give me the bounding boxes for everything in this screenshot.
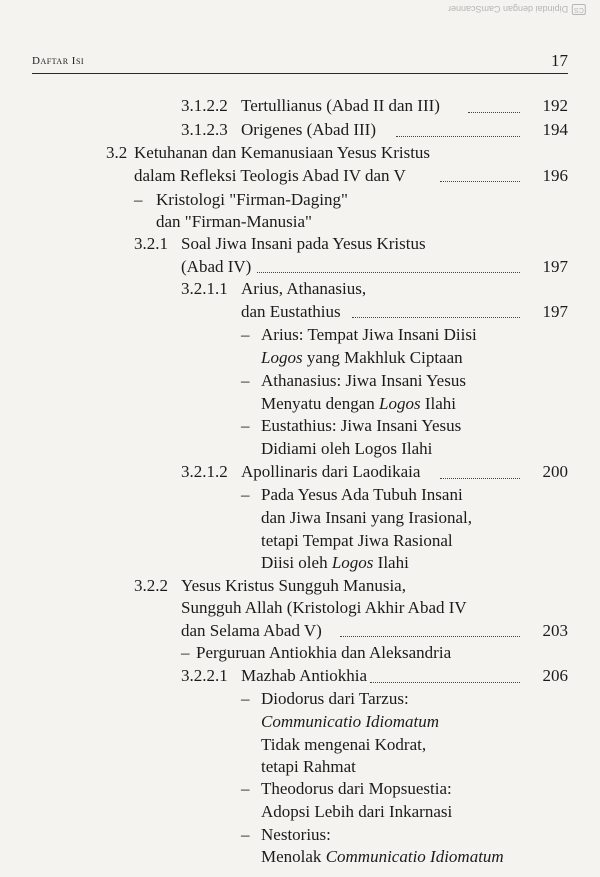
running-title: Daftar Isi [32,55,85,67]
entry-title-line: (Abad IV) [181,257,252,276]
sub-title-line: Menyatu dengan Logos Ilahi [261,394,457,413]
entry-number: 3.2.1.1 [181,279,228,298]
entry-number: 3.2 [106,143,128,162]
entry-page: 200 [542,462,568,481]
sub-title-line: Menolak Communicatio Idiomatum [261,847,504,866]
sub-title-line: Diodorus dari Tarzus: [261,689,409,708]
entry-title-line: Ketuhanan dan Kemanusiaan Yesus Kristus [134,143,431,162]
entry-title-line: Soal Jiwa Insani pada Yesus Kristus [181,234,426,253]
dot-leader [257,271,520,273]
dot-leader [396,135,520,137]
entry-page: 192 [542,96,568,115]
sub-dash: – [241,325,250,344]
sub-dash: – [241,371,250,390]
entry-title-line: Yesus Kristus Sungguh Manusia, [181,576,406,595]
entry-title-line: Arius, Athanasius, [241,279,367,298]
entry-title-line: dan Selama Abad V) [181,621,322,640]
entry-title-line: dalam Refleksi Teologis Abad IV dan V [134,166,406,185]
sub-title-line: Didiami oleh Logos Ilahi [261,439,433,458]
sub-title-line: Kristologi "Firman-Daging" [156,190,348,209]
sub-dash: – [241,825,250,844]
sub-title-line: Theodorus dari Mopsuestia: [261,779,452,798]
entry-title-line: Sungguh Allah (Kristologi Akhir Abad IV [181,598,467,617]
entry-number: 3.2.2.1 [181,666,228,685]
sub-title-line: Adopsi Lebih dari Inkarnasi [261,802,453,821]
dot-leader [340,635,520,637]
watermark-text: Dipindai dengan CamScanner [448,4,569,15]
sub-title-line: Eustathius: Jiwa Insani Yesus [261,416,462,435]
sub-title-line: Arius: Tempat Jiwa Insani Diisi [261,325,477,344]
sub-title-line: dan Jiwa Insani yang Irasional, [261,508,473,527]
entry-number: 3.2.2 [134,576,168,595]
entry-title: Tertullianus (Abad II dan III) [241,96,440,115]
entry-number: 3.1.2.2 [181,96,228,115]
sub-dash: – [241,689,250,708]
sub-dash: – [241,485,250,504]
entry-page: 203 [542,621,568,640]
entry-number: 3.1.2.3 [181,120,228,139]
entry-page: 196 [542,166,568,185]
sub-dash: – [241,416,250,435]
entry-page: 206 [542,666,568,685]
entry-page: 197 [542,302,568,321]
entry-title: Mazhab Antiokhia [241,666,368,685]
entry-title: Origenes (Abad III) [241,120,376,139]
sub-title: Perguruan Antiokhia dan Aleksandria [196,643,452,662]
dot-leader [440,477,520,479]
sub-dash: – [134,190,143,209]
sub-title-line: Communicatio Idiomatum [261,712,440,731]
entry-number: 3.2.1 [134,234,168,253]
dot-leader [440,180,520,182]
entry-title-line: dan Eustathius [241,302,341,321]
page-number: 17 [551,51,568,70]
sub-title-line: Logos yang Makhluk Ciptaan [261,348,463,367]
dot-leader [468,111,520,113]
entry-number: 3.2.1.2 [181,462,228,481]
dot-leader [352,316,520,318]
entry-page: 194 [542,120,568,139]
sub-title-line: Athanasius: Jiwa Insani Yesus [261,371,466,390]
sub-title-line: dan "Firman-Manusia" [156,212,312,231]
camscanner-logo-icon: CS [574,6,584,13]
sub-title-line: Diisi oleh Logos Ilahi [261,553,409,572]
sub-dash: – [241,779,250,798]
sub-title-line: tetapi Tempat Jiwa Rasional [261,531,453,550]
entry-title: Apollinaris dari Laodikaia [241,462,421,481]
sub-title-line: Nestorius: [261,825,331,844]
sub-title-line: Pada Yesus Ada Tubuh Insani [261,485,463,504]
sub-title-line: tetapi Rahmat [261,757,356,776]
sub-title-line: Tidak mengenai Kodrat, [261,735,427,754]
sub-dash: – [181,643,190,662]
entry-page: 197 [542,257,568,276]
dot-leader [370,681,520,683]
